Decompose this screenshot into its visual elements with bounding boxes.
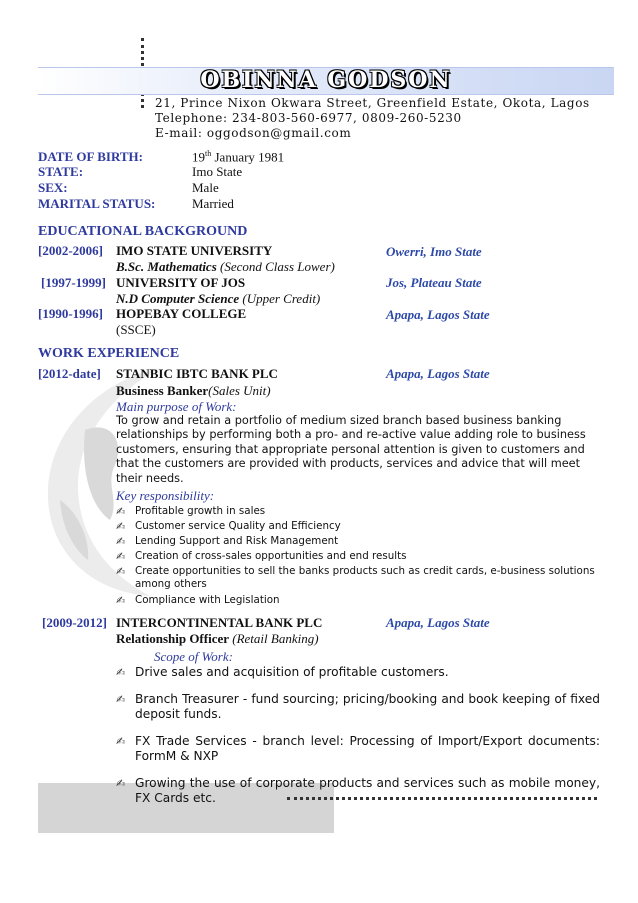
edu-grade: (SSCE) xyxy=(116,322,156,337)
scope-item: ✍ Growing the use of corporate products and services such as mobile money, FX Cards etc. xyxy=(116,776,600,805)
scope-item: ✍ FX Trade Services - branch level: Processing of Import/Export documents: FormM & NXP xyxy=(116,734,600,763)
state-label: STATE: xyxy=(38,164,84,179)
job-title: Business Banker(Sales Unit) xyxy=(116,383,271,398)
responsibility-item: ✍ Create opportunities to sell the banks products such as credit cards, e-business solutions among others xyxy=(116,565,595,590)
responsibility-label: Key responsibility: xyxy=(116,488,215,503)
purpose-text: To grow and retain a portfolio of medium sized branch based business banking relationships by performing both a pro- and re-active value adding role to business customers, ensuring that appropriate personal attention is given to customers and that the customers are provided with products, services and advice that will meet their needs. xyxy=(116,414,586,485)
edu-years: [1997-1999] xyxy=(41,275,106,290)
candidate-name: OBINNA GODSON xyxy=(200,67,452,93)
address-line: 21, Prince Nixon Okwara Street, Greenfield Estate, Okota, Lagos xyxy=(155,96,590,110)
dob-value: 19th January 1981 xyxy=(192,149,285,165)
marital-status-value: Married xyxy=(192,196,234,211)
email-line: E-mail: oggodson@gmail.com xyxy=(155,126,352,140)
job-location: Apapa, Lagos State xyxy=(386,615,490,630)
job-years: [2009-2012] xyxy=(42,615,107,630)
edu-location: Owerri, Imo State xyxy=(386,244,482,259)
scope-item: ✍ Drive sales and acquisition of profitable customers. xyxy=(116,665,449,679)
writing-hand-icon: ✍ xyxy=(116,505,126,518)
job-location: Apapa, Lagos State xyxy=(386,366,490,381)
writing-hand-icon: ✍ xyxy=(116,594,126,607)
edu-years: [1990-1996] xyxy=(38,306,103,321)
education-heading: EDUCATIONAL BACKGROUND xyxy=(38,224,248,239)
edu-course: B.Sc. Mathematics (Second Class Lower) xyxy=(116,259,335,274)
responsibility-item: ✍ Compliance with Legislation xyxy=(116,594,280,607)
writing-hand-icon: ✍ xyxy=(116,693,126,706)
marital-status-label: MARITAL STATUS: xyxy=(38,196,156,211)
job-title: Relationship Officer (Retail Banking) xyxy=(116,631,319,646)
job-company: INTERCONTINENTAL BANK PLC xyxy=(116,615,323,630)
scope-item: ✍ Branch Treasurer - fund sourcing; pricing/booking and book keeping of fixed deposit funds. xyxy=(116,692,600,721)
job-years: [2012-date] xyxy=(38,366,101,381)
sex-label: SEX: xyxy=(38,180,68,195)
edu-school: IMO STATE UNIVERSITY xyxy=(116,243,273,258)
writing-hand-icon: ✍ xyxy=(116,666,126,679)
responsibility-item: ✍ Profitable growth in sales xyxy=(116,505,266,518)
responsibility-item: ✍ Lending Support and Risk Management xyxy=(116,535,339,548)
dob-label: DATE OF BIRTH: xyxy=(38,149,143,164)
telephone-line: Telephone: 234-803-560-6977, 0809-260-5230 xyxy=(155,111,462,125)
writing-hand-icon: ✍ xyxy=(116,777,126,790)
edu-location: Apapa, Lagos State xyxy=(386,307,490,322)
edu-years: [2002-2006] xyxy=(38,243,103,258)
edu-location: Jos, Plateau State xyxy=(386,275,482,290)
writing-hand-icon: ✍ xyxy=(116,565,126,578)
writing-hand-icon: ✍ xyxy=(116,550,126,563)
work-heading: WORK EXPERIENCE xyxy=(38,346,180,361)
writing-hand-icon: ✍ xyxy=(116,535,126,548)
edu-course: N.D Computer Science (Upper Credit) xyxy=(116,291,321,306)
state-value: Imo State xyxy=(192,164,243,179)
responsibility-item: ✍ Customer service Quality and Efficiency xyxy=(116,520,341,533)
purpose-label: Main purpose of Work: xyxy=(116,399,237,414)
writing-hand-icon: ✍ xyxy=(116,735,126,748)
job-company: STANBIC IBTC BANK PLC xyxy=(116,366,278,381)
responsibility-item: ✍ Creation of cross-sales opportunities and end results xyxy=(116,550,407,563)
writing-hand-icon: ✍ xyxy=(116,520,126,533)
scope-label: Scope of Work: xyxy=(154,649,233,664)
edu-school: UNIVERSITY OF JOS xyxy=(116,275,246,290)
sex-value: Male xyxy=(192,180,219,195)
edu-school: HOPEBAY COLLEGE xyxy=(116,306,247,321)
